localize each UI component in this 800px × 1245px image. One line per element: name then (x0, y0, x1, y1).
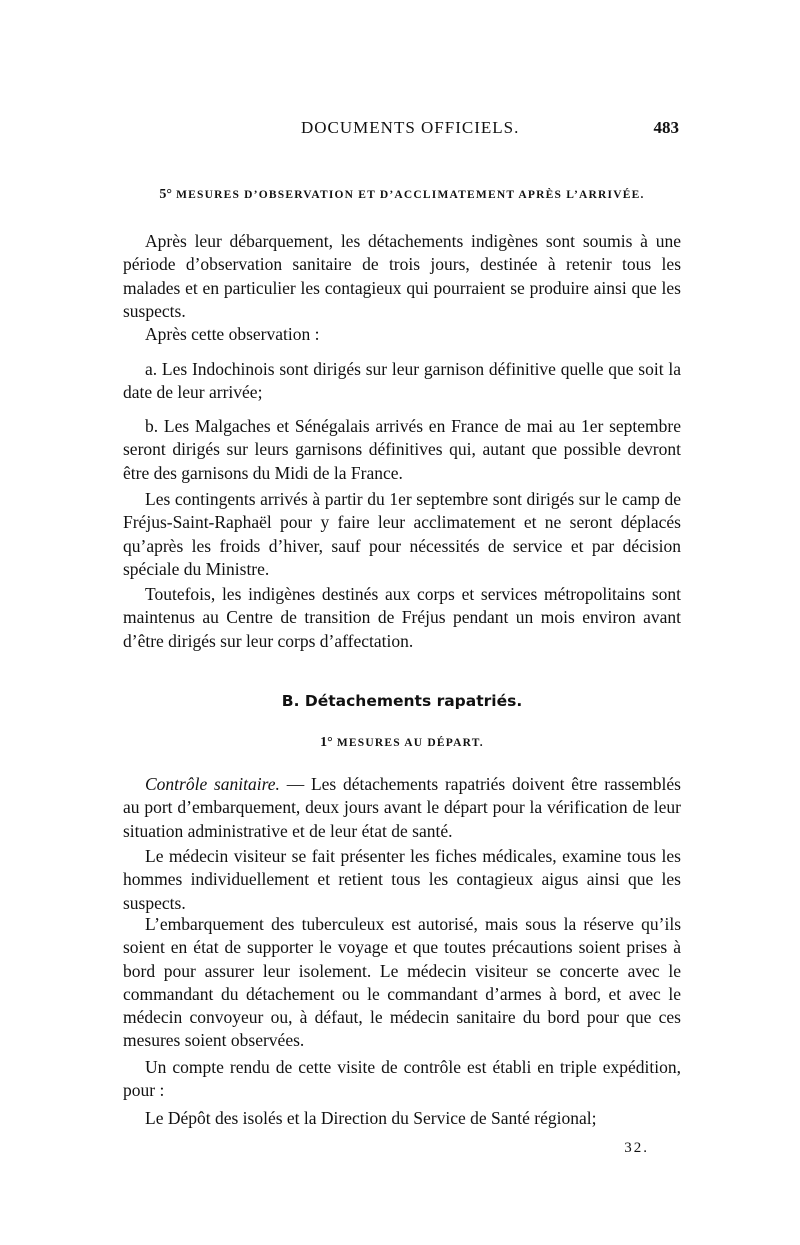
controle-text: — Les détachements rapatriés doivent être rassemblés au port d’embarquement, deux jours avant le départ pour la vérification de leur situation administrative et de leur état de santé. (123, 774, 681, 841)
paragraph: Le Dépôt des isolés et la Direction du Service de Santé régional; (145, 1108, 597, 1128)
section-heading-5 (123, 187, 681, 203)
running-title: DOCUMENTS OFFICIELS. (301, 118, 520, 137)
section-number: 5° (159, 187, 173, 202)
subsection-heading (123, 735, 681, 751)
paragraph: a. Les Indochinois sont dirigés sur leur garnison définitive quelle que soit la date de leur arrivée; (123, 359, 681, 403)
paragraph: b. Les Malgaches et Sénégalais arrivés en France de mai au 1er septembre seront dirigés sur leurs garnisons définitives qui, autant que possible devront être des garnisons du Midi de la France. (123, 416, 681, 483)
paragraph-controle (123, 773, 681, 843)
subsection-heading-text: MESURES AU DÉPART. (336, 737, 484, 749)
paragraph: L’embarquement des tuberculeux est autorisé, mais sous la réserve qu’ils soient en état de supporter le voyage et que toutes précautions soient prises à bord pour assurer leur isolement. Le médecin visiteur se concerte avec le commandant du détachement ou le commandant d’armes à bord, et avec le médecin convoyeur ou, à défaut, le médecin sanitaire du bord pour que ces mesures soient observées. (123, 914, 681, 1051)
section-heading-text: MESURES D’OBSERVATION ET D’ACCLIMATEMENT APRÈS L’ARRIVÉE. (176, 189, 645, 201)
subsection-number: 1° (320, 735, 333, 750)
paragraph: Après cette observation : (145, 324, 320, 344)
section-b-title: B. Détachements rapatriés. (281, 692, 523, 710)
paragraph: Les contingents arrivés à partir du 1er septembre sont dirigés sur le camp de Fréjus-Saint-Raphaël pour y faire leur acclimatement et ne seront déplacés qu’après les froids d’hiver, sauf pour nécessités de service et par décision spéciale du Ministre. (123, 489, 681, 579)
paragraph: Le médecin visiteur se fait présenter les fiches médicales, examine tous les hommes individuellement et retient tous les contagieux aigus ainsi que les suspects. (123, 846, 681, 913)
paragraph: Un compte rendu de cette visite de contrôle est établi en triple expédition, pour : (123, 1057, 681, 1101)
running-header (123, 118, 681, 142)
paragraph: Toutefois, les indigènes destinés aux corps et services métropolitains sont maintenus au Centre de transition de Fréjus pendant un mois environ avant d’être dirigés sur leur corps d’affectation. (123, 584, 681, 651)
signature-mark: 32. (624, 1140, 649, 1156)
controle-lead: Contrôle sanitaire. (145, 774, 280, 794)
paragraph: Après leur débarquement, les détachements indigènes sont soumis à une période d’observation sanitaire de trois jours, destinée à retenir tous les malades et en particulier les contagieux qui pourraient se produire ainsi que les suspects. (123, 231, 681, 321)
page-number: 483 (653, 118, 679, 137)
